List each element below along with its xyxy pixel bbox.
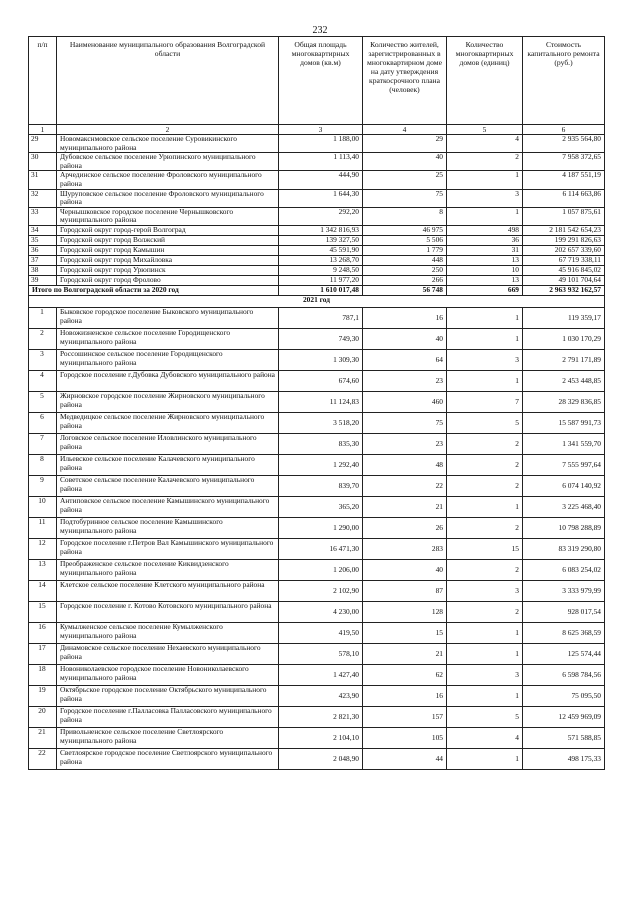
area-value: 9 248,50 bbox=[279, 265, 363, 275]
total-houses: 669 bbox=[447, 285, 523, 295]
cost-value: 498 175,33 bbox=[523, 748, 605, 769]
cost-value: 2 791 171,89 bbox=[523, 349, 605, 370]
residents-value: 5 506 bbox=[363, 235, 447, 245]
houses-value: 3 bbox=[447, 664, 523, 685]
residents-value: 105 bbox=[363, 727, 447, 748]
total-area: 1 610 017,48 bbox=[279, 285, 363, 295]
row-number: 5 bbox=[29, 391, 57, 412]
header-municipality: Наименование муниципального образования Волгоградской области bbox=[57, 37, 279, 125]
residents-value: 25 bbox=[363, 171, 447, 189]
table-row bbox=[29, 245, 605, 255]
municipality-name: Городское поселение г.Дубовка Дубовского муниципального района bbox=[57, 370, 279, 391]
houses-value: 1 bbox=[447, 496, 523, 517]
table-row bbox=[29, 275, 605, 285]
year-2021-label: 2021 год bbox=[29, 295, 605, 307]
residents-value: 15 bbox=[363, 622, 447, 643]
column-index: 3 bbox=[279, 125, 363, 135]
houses-value: 36 bbox=[447, 235, 523, 245]
cost-value: 6 114 663,86 bbox=[523, 189, 605, 207]
table-row bbox=[29, 307, 605, 328]
houses-value: 498 bbox=[447, 225, 523, 235]
cost-value: 2 453 448,85 bbox=[523, 370, 605, 391]
cost-value: 83 319 290,80 bbox=[523, 538, 605, 559]
houses-value: 1 bbox=[447, 171, 523, 189]
houses-value: 13 bbox=[447, 275, 523, 285]
area-value: 2 048,90 bbox=[279, 748, 363, 769]
row-number: 19 bbox=[29, 685, 57, 706]
houses-value: 5 bbox=[447, 412, 523, 433]
residents-value: 75 bbox=[363, 412, 447, 433]
row-number: 29 bbox=[29, 135, 57, 153]
table-row bbox=[29, 412, 605, 433]
area-value: 835,30 bbox=[279, 433, 363, 454]
table-row bbox=[29, 265, 605, 275]
cost-value: 1 341 559,70 bbox=[523, 433, 605, 454]
area-value: 749,30 bbox=[279, 328, 363, 349]
houses-value: 1 bbox=[447, 370, 523, 391]
area-value: 2 104,10 bbox=[279, 727, 363, 748]
municipality-name: Клетское сельское поселение Клетского муниципального района bbox=[57, 580, 279, 601]
row-number: 34 bbox=[29, 225, 57, 235]
table-row bbox=[29, 225, 605, 235]
row-number: 14 bbox=[29, 580, 57, 601]
table-row bbox=[29, 706, 605, 727]
cost-value: 199 291 826,63 bbox=[523, 235, 605, 245]
cost-value: 928 017,54 bbox=[523, 601, 605, 622]
municipality-name: Дубовское сельское поселение Урюпинского муниципального района bbox=[57, 153, 279, 171]
area-value: 365,20 bbox=[279, 496, 363, 517]
cost-value: 8 625 368,59 bbox=[523, 622, 605, 643]
rows-2021 bbox=[29, 307, 605, 769]
houses-value: 10 bbox=[447, 265, 523, 275]
houses-value: 2 bbox=[447, 454, 523, 475]
municipality-name: Городской округ город Волжский bbox=[57, 235, 279, 245]
residents-value: 29 bbox=[363, 135, 447, 153]
municipality-name: Логовское сельское поселение Иловлинского муниципального района bbox=[57, 433, 279, 454]
table-row bbox=[29, 255, 605, 265]
cost-value: 3 333 979,99 bbox=[523, 580, 605, 601]
municipality-name: Городское поселение г.Петров Вал Камышинского муниципального района bbox=[57, 538, 279, 559]
table-row bbox=[29, 622, 605, 643]
row-number: 3 bbox=[29, 349, 57, 370]
houses-value: 2 bbox=[447, 517, 523, 538]
cost-value: 6 074 140,92 bbox=[523, 475, 605, 496]
municipality-name: Медведицкое сельское поселение Жирновского муниципального района bbox=[57, 412, 279, 433]
table-row bbox=[29, 207, 605, 225]
table-row bbox=[29, 153, 605, 171]
header-cost: Стоимость капитального ремонта (руб.) bbox=[523, 37, 605, 125]
cost-value: 1 030 170,29 bbox=[523, 328, 605, 349]
total-cost: 2 963 932 162,57 bbox=[523, 285, 605, 295]
area-value: 1 113,40 bbox=[279, 153, 363, 171]
houses-value: 5 bbox=[447, 706, 523, 727]
row-number: 6 bbox=[29, 412, 57, 433]
residents-value: 460 bbox=[363, 391, 447, 412]
cost-value: 125 574,44 bbox=[523, 643, 605, 664]
municipality-name: Подтобуринное сельское поселение Камышинского муниципального района bbox=[57, 517, 279, 538]
row-number: 10 bbox=[29, 496, 57, 517]
row-number: 39 bbox=[29, 275, 57, 285]
capital-repair-table bbox=[28, 36, 605, 770]
row-number: 16 bbox=[29, 622, 57, 643]
column-index-row bbox=[29, 125, 605, 135]
houses-value: 2 bbox=[447, 433, 523, 454]
table-row bbox=[29, 454, 605, 475]
cost-value: 28 329 836,85 bbox=[523, 391, 605, 412]
cost-value: 202 657 339,60 bbox=[523, 245, 605, 255]
cost-value: 45 916 845,02 bbox=[523, 265, 605, 275]
municipality-name: Городской округ город Михайловка bbox=[57, 255, 279, 265]
area-value: 423,90 bbox=[279, 685, 363, 706]
cost-value: 3 225 468,40 bbox=[523, 496, 605, 517]
table-row bbox=[29, 235, 605, 245]
header-houses: Количество многоквартирных домов (единиц) bbox=[447, 37, 523, 125]
row-number: 12 bbox=[29, 538, 57, 559]
area-value: 1 188,00 bbox=[279, 135, 363, 153]
table-row bbox=[29, 496, 605, 517]
residents-value: 44 bbox=[363, 748, 447, 769]
header-area: Общая площадь многоквартирных домов (кв.м) bbox=[279, 37, 363, 125]
row-number: 22 bbox=[29, 748, 57, 769]
row-number: 31 bbox=[29, 171, 57, 189]
municipality-name: Городское поселение г.Палласовка Палласовского муниципального района bbox=[57, 706, 279, 727]
residents-value: 16 bbox=[363, 685, 447, 706]
municipality-name: Чернышковское городское поселение Чернышковского муниципального района bbox=[57, 207, 279, 225]
residents-value: 46 975 bbox=[363, 225, 447, 235]
area-value: 839,70 bbox=[279, 475, 363, 496]
area-value: 45 591,90 bbox=[279, 245, 363, 255]
area-value: 3 518,20 bbox=[279, 412, 363, 433]
table-row bbox=[29, 328, 605, 349]
residents-value: 22 bbox=[363, 475, 447, 496]
row-number: 4 bbox=[29, 370, 57, 391]
municipality-name: Городское поселение г. Котово Котовского муниципального района bbox=[57, 601, 279, 622]
municipality-name: Жирновское городское поселение Жирновского муниципального района bbox=[57, 391, 279, 412]
residents-value: 40 bbox=[363, 153, 447, 171]
residents-value: 64 bbox=[363, 349, 447, 370]
table-row bbox=[29, 643, 605, 664]
area-value: 2 821,30 bbox=[279, 706, 363, 727]
table-row bbox=[29, 391, 605, 412]
municipality-name: Шуруповское сельское поселение Фроловского муниципального района bbox=[57, 189, 279, 207]
row-number: 18 bbox=[29, 664, 57, 685]
houses-value: 2 bbox=[447, 559, 523, 580]
houses-value: 7 bbox=[447, 391, 523, 412]
residents-value: 26 bbox=[363, 517, 447, 538]
cost-value: 15 587 991,73 bbox=[523, 412, 605, 433]
residents-value: 1 779 bbox=[363, 245, 447, 255]
row-number: 38 bbox=[29, 265, 57, 275]
residents-value: 75 bbox=[363, 189, 447, 207]
area-value: 1 342 816,93 bbox=[279, 225, 363, 235]
table-row bbox=[29, 580, 605, 601]
total-residents: 56 748 bbox=[363, 285, 447, 295]
row-number: 15 bbox=[29, 601, 57, 622]
municipality-name: Динамовское сельское поселение Нехаевского муниципального района bbox=[57, 643, 279, 664]
rows-2020 bbox=[29, 135, 605, 286]
row-number: 9 bbox=[29, 475, 57, 496]
municipality-name: Антиповское сельское поселение Камышинского муниципального района bbox=[57, 496, 279, 517]
cost-value: 6 598 784,56 bbox=[523, 664, 605, 685]
cost-value: 75 095,50 bbox=[523, 685, 605, 706]
cost-value: 6 083 254,02 bbox=[523, 559, 605, 580]
cost-value: 12 459 969,09 bbox=[523, 706, 605, 727]
row-number: 2 bbox=[29, 328, 57, 349]
residents-value: 8 bbox=[363, 207, 447, 225]
table-row bbox=[29, 433, 605, 454]
column-index: 2 bbox=[57, 125, 279, 135]
area-value: 578,10 bbox=[279, 643, 363, 664]
municipality-name: Кумылженское сельское поселение Кумылженского муниципального района bbox=[57, 622, 279, 643]
houses-value: 13 bbox=[447, 255, 523, 265]
table-row bbox=[29, 538, 605, 559]
table-row bbox=[29, 664, 605, 685]
cost-value: 67 719 338,11 bbox=[523, 255, 605, 265]
cost-value: 7 958 372,65 bbox=[523, 153, 605, 171]
table-row bbox=[29, 685, 605, 706]
table-row bbox=[29, 601, 605, 622]
houses-value: 1 bbox=[447, 328, 523, 349]
area-value: 11 124,83 bbox=[279, 391, 363, 412]
residents-value: 23 bbox=[363, 433, 447, 454]
houses-value: 1 bbox=[447, 307, 523, 328]
residents-value: 23 bbox=[363, 370, 447, 391]
houses-value: 2 bbox=[447, 153, 523, 171]
row-number: 11 bbox=[29, 517, 57, 538]
area-value: 292,20 bbox=[279, 207, 363, 225]
cost-value: 10 798 288,89 bbox=[523, 517, 605, 538]
area-value: 674,60 bbox=[279, 370, 363, 391]
municipality-name: Городской округ город Фролово bbox=[57, 275, 279, 285]
header-residents: Количество жителей, зарегистрированных в многоквартирном доме на дату утверждения краткосрочного плана (человек) bbox=[363, 37, 447, 125]
table-row bbox=[29, 727, 605, 748]
row-number: 33 bbox=[29, 207, 57, 225]
row-number: 37 bbox=[29, 255, 57, 265]
row-number: 17 bbox=[29, 643, 57, 664]
table-row bbox=[29, 559, 605, 580]
column-index: 1 bbox=[29, 125, 57, 135]
houses-value: 3 bbox=[447, 189, 523, 207]
total-label: Итого по Волгоградской области за 2020 год bbox=[29, 285, 279, 295]
houses-value: 15 bbox=[447, 538, 523, 559]
area-value: 13 268,70 bbox=[279, 255, 363, 265]
area-value: 419,50 bbox=[279, 622, 363, 643]
residents-value: 40 bbox=[363, 559, 447, 580]
houses-value: 3 bbox=[447, 580, 523, 601]
municipality-name: Новожизненское сельское поселение Городищенского муниципального района bbox=[57, 328, 279, 349]
table-row bbox=[29, 517, 605, 538]
row-number: 1 bbox=[29, 307, 57, 328]
row-number: 30 bbox=[29, 153, 57, 171]
municipality-name: Арчединское сельское поселение Фроловского муниципального района bbox=[57, 171, 279, 189]
residents-value: 448 bbox=[363, 255, 447, 265]
page-number: 232 bbox=[312, 25, 328, 36]
total-row-2020 bbox=[29, 285, 605, 295]
residents-value: 283 bbox=[363, 538, 447, 559]
area-value: 787,1 bbox=[279, 307, 363, 328]
column-index: 5 bbox=[447, 125, 523, 135]
residents-value: 40 bbox=[363, 328, 447, 349]
houses-value: 1 bbox=[447, 622, 523, 643]
area-value: 1 206,00 bbox=[279, 559, 363, 580]
cost-value: 2 935 564,80 bbox=[523, 135, 605, 153]
municipality-name: Советское сельское поселение Калачевского муниципального района bbox=[57, 475, 279, 496]
row-number: 32 bbox=[29, 189, 57, 207]
table-row bbox=[29, 349, 605, 370]
municipality-name: Городской округ город Камышин bbox=[57, 245, 279, 255]
cost-value: 119 359,17 bbox=[523, 307, 605, 328]
houses-value: 4 bbox=[447, 135, 523, 153]
municipality-name: Преображенское сельское поселение Киквидзенского муниципального района bbox=[57, 559, 279, 580]
municipality-name: Привольненское сельское поселение Светлоярского муниципального района bbox=[57, 727, 279, 748]
residents-value: 87 bbox=[363, 580, 447, 601]
area-value: 139 327,50 bbox=[279, 235, 363, 245]
row-number: 13 bbox=[29, 559, 57, 580]
row-number: 8 bbox=[29, 454, 57, 475]
residents-value: 157 bbox=[363, 706, 447, 727]
area-value: 1 427,40 bbox=[279, 664, 363, 685]
municipality-name: Светлоярское городское поселение Светлоярского муниципального района bbox=[57, 748, 279, 769]
residents-value: 16 bbox=[363, 307, 447, 328]
area-value: 1 309,30 bbox=[279, 349, 363, 370]
row-number: 20 bbox=[29, 706, 57, 727]
column-index: 6 bbox=[523, 125, 605, 135]
table-row bbox=[29, 171, 605, 189]
row-number: 21 bbox=[29, 727, 57, 748]
cost-value: 7 555 997,64 bbox=[523, 454, 605, 475]
houses-value: 1 bbox=[447, 207, 523, 225]
municipality-name: Быковское городское поселение Быковского муниципального района bbox=[57, 307, 279, 328]
area-value: 1 292,40 bbox=[279, 454, 363, 475]
year-2021-row bbox=[29, 295, 605, 307]
cost-value: 2 181 542 654,23 bbox=[523, 225, 605, 235]
cost-value: 4 187 551,19 bbox=[523, 171, 605, 189]
residents-value: 48 bbox=[363, 454, 447, 475]
row-number: 36 bbox=[29, 245, 57, 255]
municipality-name: Городской округ город Урюпинск bbox=[57, 265, 279, 275]
residents-value: 266 bbox=[363, 275, 447, 285]
table-row bbox=[29, 475, 605, 496]
area-value: 11 977,20 bbox=[279, 275, 363, 285]
area-value: 2 102,90 bbox=[279, 580, 363, 601]
municipality-name: Городской округ город-герой Волгоград bbox=[57, 225, 279, 235]
table-row bbox=[29, 370, 605, 391]
houses-value: 3 bbox=[447, 349, 523, 370]
column-index: 4 bbox=[363, 125, 447, 135]
area-value: 1 290,00 bbox=[279, 517, 363, 538]
table-row bbox=[29, 189, 605, 207]
municipality-name: Россошинское сельское поселение Городищенского муниципального района bbox=[57, 349, 279, 370]
header-row bbox=[29, 37, 605, 125]
table-row bbox=[29, 748, 605, 769]
header-number: п/п bbox=[29, 37, 57, 125]
houses-value: 2 bbox=[447, 601, 523, 622]
row-number: 7 bbox=[29, 433, 57, 454]
residents-value: 62 bbox=[363, 664, 447, 685]
houses-value: 1 bbox=[447, 643, 523, 664]
cost-value: 571 588,85 bbox=[523, 727, 605, 748]
residents-value: 128 bbox=[363, 601, 447, 622]
houses-value: 4 bbox=[447, 727, 523, 748]
municipality-name: Ильевское сельское поселение Калачевского муниципального района bbox=[57, 454, 279, 475]
municipality-name: Новомакснмовское сельское поселение Суровикинского муниципального района bbox=[57, 135, 279, 153]
houses-value: 1 bbox=[447, 748, 523, 769]
municipality-name: Октябрьское городское поселение Октябрьского муниципального района bbox=[57, 685, 279, 706]
cost-value: 1 057 875,61 bbox=[523, 207, 605, 225]
houses-value: 2 bbox=[447, 475, 523, 496]
cost-value: 49 101 704,64 bbox=[523, 275, 605, 285]
residents-value: 21 bbox=[363, 496, 447, 517]
area-value: 4 230,00 bbox=[279, 601, 363, 622]
houses-value: 31 bbox=[447, 245, 523, 255]
residents-value: 21 bbox=[363, 643, 447, 664]
houses-value: 1 bbox=[447, 685, 523, 706]
row-number: 35 bbox=[29, 235, 57, 245]
residents-value: 250 bbox=[363, 265, 447, 275]
area-value: 1 644,30 bbox=[279, 189, 363, 207]
area-value: 444,90 bbox=[279, 171, 363, 189]
area-value: 16 471,30 bbox=[279, 538, 363, 559]
municipality-name: Новониколаевское городское поселение Новониколаевского муниципального района bbox=[57, 664, 279, 685]
table-row bbox=[29, 135, 605, 153]
